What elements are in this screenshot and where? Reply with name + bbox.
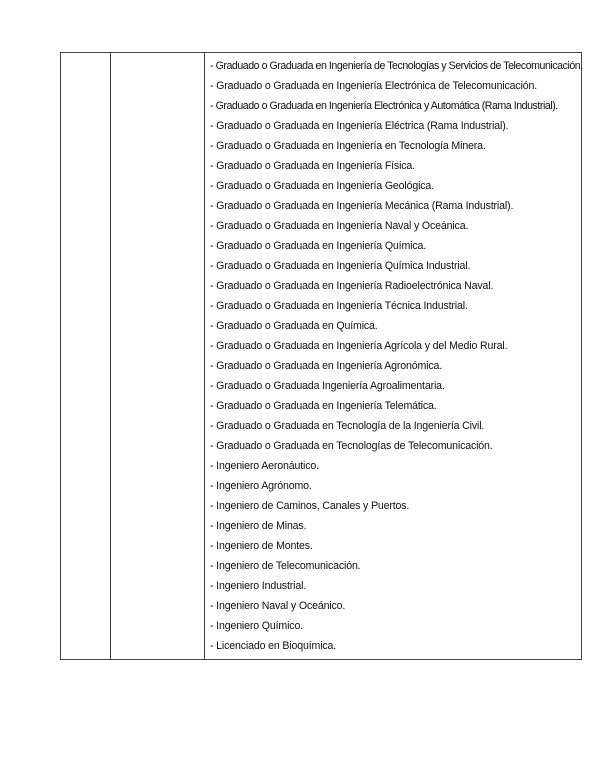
list-item: - Ingeniero Agrónomo. xyxy=(210,480,312,492)
list-item: - Graduado o Graduada en Ingeniería Eléctrica (Rama Industrial). xyxy=(210,120,509,132)
list-item: - Ingeniero de Montes. xyxy=(210,540,313,552)
table-cell-column-2 xyxy=(111,53,205,660)
list-item: - Ingeniero de Telecomunicación. xyxy=(210,560,361,572)
list-item: - Graduado o Graduada en Ingeniería de Tecnologías y Servicios de Telecomunicación. xyxy=(210,60,583,72)
list-item: - Graduado o Graduada en Ingeniería Radioelectrónica Naval. xyxy=(210,280,494,292)
list-item: - Ingeniero de Caminos, Canales y Puertos. xyxy=(210,500,410,512)
list-item: - Ingeniero Industrial. xyxy=(210,580,307,592)
list-item: - Graduado o Graduada en Ingeniería Química. xyxy=(210,240,427,252)
list-item: - Licenciado en Bioquímica. xyxy=(210,640,337,652)
list-item: - Graduado o Graduada en Ingeniería Geológica. xyxy=(210,180,434,192)
list-item: - Graduado o Graduada en Tecnologías de Telecomunicación. xyxy=(210,440,493,452)
list-item: - Graduado o Graduada en Ingeniería Naval y Oceánica. xyxy=(210,220,469,232)
table-row xyxy=(61,53,582,660)
list-item: - Graduado o Graduada en Ingeniería Física. xyxy=(210,160,415,172)
list-item: - Graduado o Graduada en Ingeniería Técnica Industrial. xyxy=(210,300,468,312)
list-item: - Ingeniero Naval y Oceánico. xyxy=(210,600,346,612)
list-item: - Graduado o Graduada en Ingeniería en Tecnología Minera. xyxy=(210,140,486,152)
list-item: - Graduado o Graduada en Ingeniería Electrónica de Telecomunicación. xyxy=(210,80,538,92)
list-item: - Graduado o Graduada en Ingeniería Química Industrial. xyxy=(210,260,471,272)
list-item: - Ingeniero Químico. xyxy=(210,620,303,632)
list-item: - Graduado o Graduada en Tecnología de la Ingeniería Civil. xyxy=(210,420,485,432)
list-item: - Graduado o Graduada en Ingeniería Telemática. xyxy=(210,400,437,412)
degree-list xyxy=(205,53,581,659)
list-item: - Graduado o Graduada en Ingeniería Electrónica y Automática (Rama Industrial). xyxy=(210,100,558,112)
list-item: - Ingeniero de Minas. xyxy=(210,520,307,532)
degrees-table xyxy=(60,52,582,660)
list-item: - Graduado o Graduada en Ingeniería Agronómica. xyxy=(210,360,443,372)
table-cell-column-1 xyxy=(61,53,111,660)
list-item: - Graduado o Graduada en Ingeniería Mecánica (Rama Industrial). xyxy=(210,200,514,212)
table-cell-degree-list xyxy=(205,53,582,660)
list-item: - Graduado o Graduada en Química. xyxy=(210,320,378,332)
list-item: - Ingeniero Aeronáutico. xyxy=(210,460,319,472)
list-item: - Graduado o Graduada en Ingeniería Agrícola y del Medio Rural. xyxy=(210,340,508,352)
list-item: - Graduado o Graduada Ingeniería Agroalimentaria. xyxy=(210,380,445,392)
